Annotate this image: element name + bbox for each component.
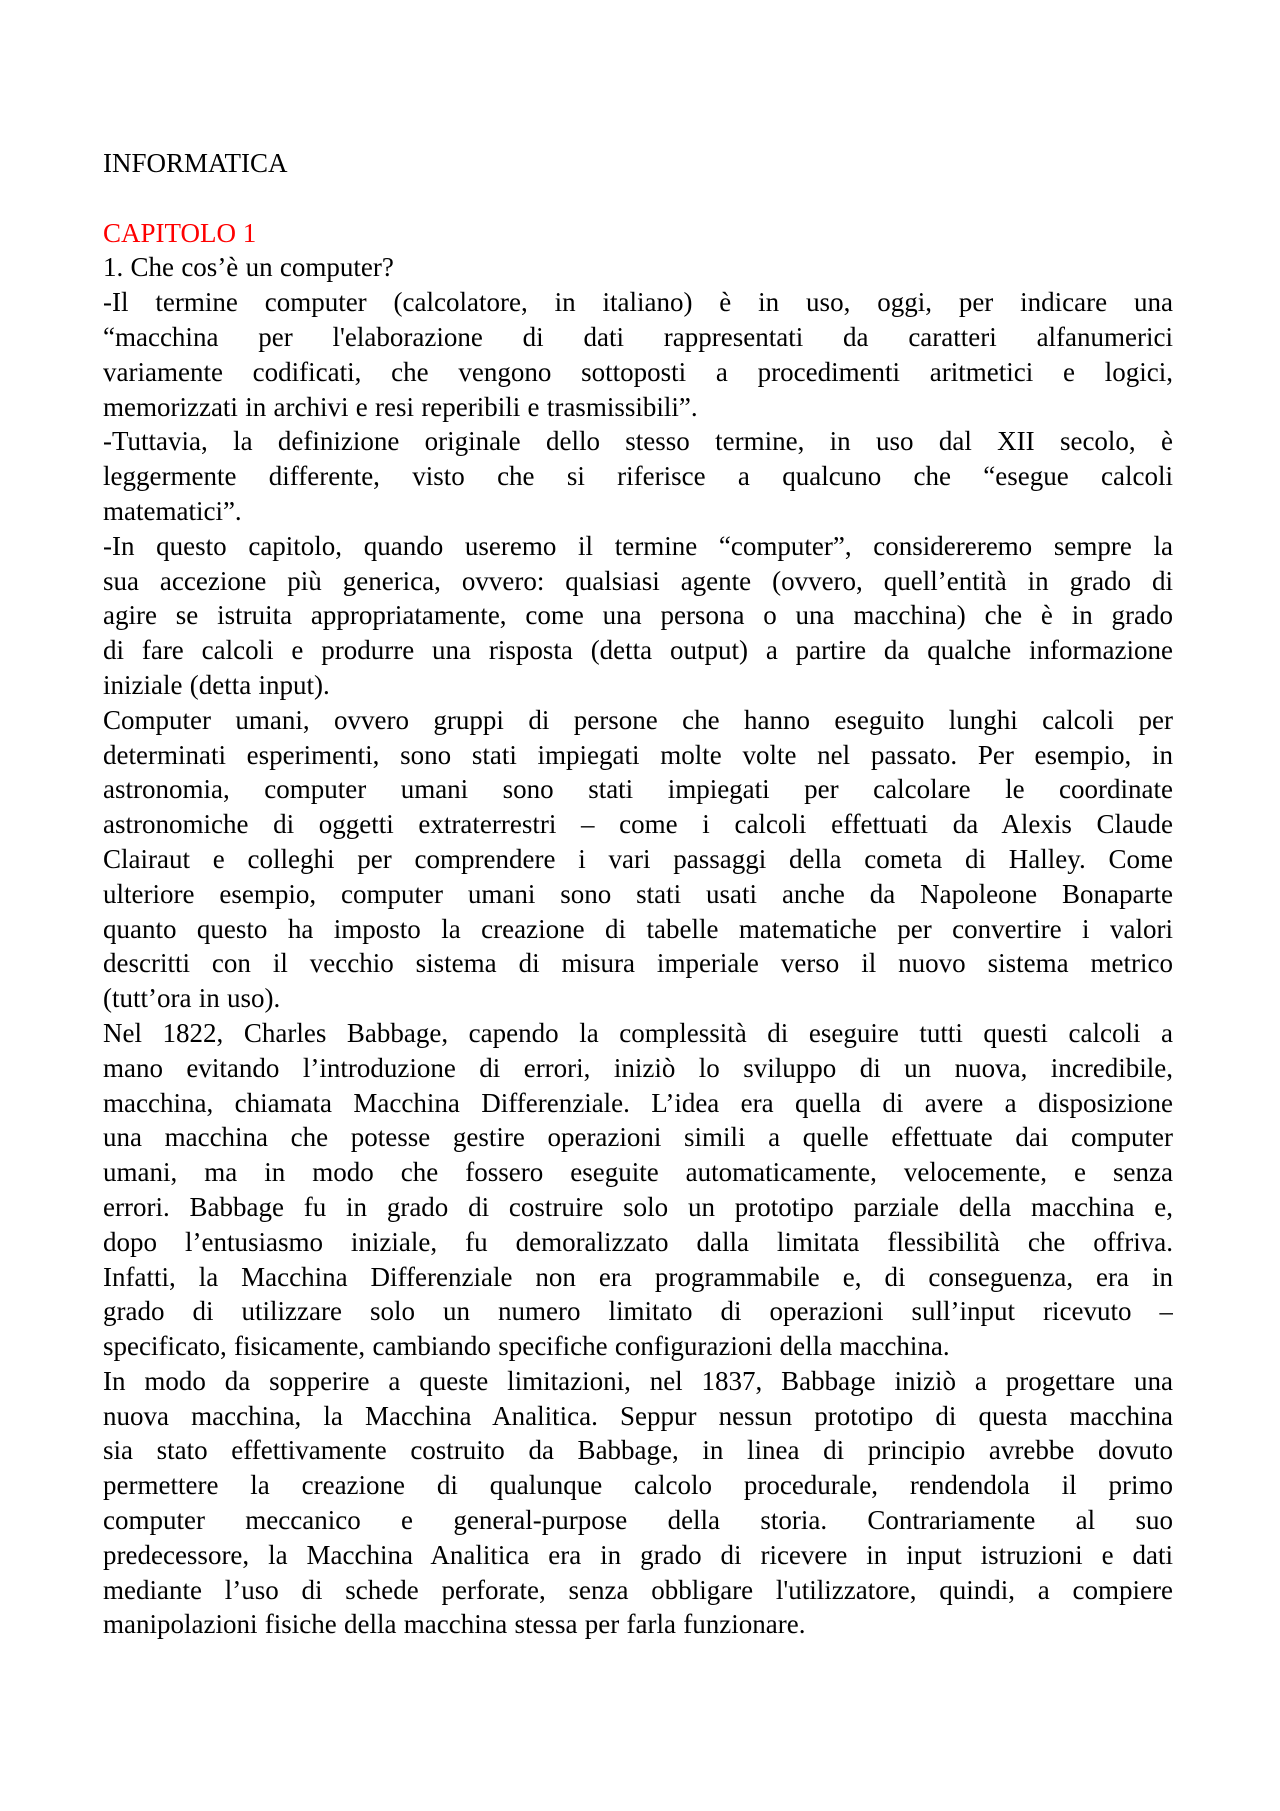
body-line: umani, ma in modo che fossero eseguite automaticamente, velocemente, e senza: [103, 1157, 1173, 1188]
page-title: INFORMATICA: [103, 148, 288, 178]
body-line: Infatti, la Macchina Differenziale non era programmabile e, di conseguenza, era in: [103, 1261, 1173, 1292]
body-line: errori. Babbage fu in grado di costruire solo un prototipo parziale della macchina e,: [103, 1191, 1173, 1222]
body-line: iniziale (detta input).: [103, 669, 330, 700]
body-line: leggermente differente, visto che si riferisce a qualcuno che “esegue calcoli: [103, 461, 1173, 492]
body-line: una macchina che potesse gestire operazioni simili a quelle effettuate dai computer: [103, 1122, 1173, 1153]
body-line: In modo da sopperire a queste limitazioni, nel 1837, Babbage iniziò a progettare una: [103, 1365, 1173, 1396]
body-line: -Tuttavia, la definizione originale dello stesso termine, in uso dal XII secolo, è: [103, 426, 1173, 457]
body-line: predecessore, la Macchina Analitica era in grado di ricevere in input istruzioni e dati: [103, 1539, 1173, 1570]
body-line: ulteriore esempio, computer umani sono stati usati anche da Napoleone Bonaparte: [103, 878, 1173, 909]
body-line: astronomiche di oggetti extraterrestri – come i calcoli effettuati da Alexis Claude: [103, 809, 1173, 840]
body-line: permettere la creazione di qualunque calcolo procedurale, rendendola il primo: [103, 1470, 1173, 1501]
body-line: -Il termine computer (calcolatore, in italiano) è in uso, oggi, per indicare una: [103, 287, 1173, 318]
body-line: astronomia, computer umani sono stati impiegati per calcolare le coordinate: [103, 774, 1173, 805]
chapter-heading: CAPITOLO 1: [103, 217, 257, 248]
body-line: matematici”.: [103, 495, 242, 526]
body-line: mediante l’uso di schede perforate, senza obbligare l'utilizzatore, quindi, a compiere: [103, 1574, 1173, 1605]
body-line: 1. Che cos’è un computer?: [103, 252, 394, 283]
body-line: specificato, fisicamente, cambiando specifiche configurazioni della macchina.: [103, 1331, 950, 1362]
body-line: determinati esperimenti, sono stati impiegati molte volte nel passato. Per esempio, in: [103, 739, 1173, 770]
body-line: sia stato effettivamente costruito da Babbage, in linea di principio avrebbe dovuto: [103, 1435, 1173, 1466]
body-line: descritti con il vecchio sistema di misura imperiale verso il nuovo sistema metrico: [103, 948, 1173, 979]
body-line: computer meccanico e general-purpose della storia. Contrariamente al suo: [103, 1505, 1173, 1536]
body-line: grado di utilizzare solo un numero limitato di operazioni sull’input ricevuto –: [103, 1296, 1173, 1327]
body-line: -In questo capitolo, quando useremo il termine “computer”, considereremo sempre la: [103, 530, 1173, 561]
body-line: di fare calcoli e produrre una risposta (detta output) a partire da qualche informazione: [103, 635, 1173, 666]
body-line: “macchina per l'elaborazione di dati rappresentati da caratteri alfanumerici: [103, 321, 1173, 352]
body-line: sua accezione più generica, ovvero: qualsiasi agente (ovvero, quell’entità in grado di: [103, 565, 1173, 596]
body-line: Clairaut e colleghi per comprendere i vari passaggi della cometa di Halley. Come: [103, 843, 1173, 874]
body-line: Computer umani, ovvero gruppi di persone che hanno eseguito lunghi calcoli per: [103, 704, 1173, 735]
body-line: agire se istruita appropriatamente, come una persona o una macchina) che è in grado: [103, 600, 1173, 631]
body-line: dopo l’entusiasmo iniziale, fu demoralizzato dalla limitata flessibilità che offriva.: [103, 1226, 1173, 1257]
body-line: mano evitando l’introduzione di errori, iniziò lo sviluppo di un nuova, incredibile,: [103, 1052, 1173, 1083]
body-line: macchina, chiamata Macchina Differenziale. L’idea era quella di avere a disposizione: [103, 1087, 1173, 1118]
body-line: variamente codificati, che vengono sottoposti a procedimenti aritmetici e logici,: [103, 356, 1173, 387]
body-line: quanto questo ha imposto la creazione di tabelle matematiche per convertire i valori: [103, 913, 1173, 944]
document-content: [103, 0, 1173, 1642]
body-line: (tutt’ora in uso).: [103, 983, 281, 1014]
body-line: nuova macchina, la Macchina Analitica. Seppur nessun prototipo di questa macchina: [103, 1400, 1173, 1431]
body-line: memorizzati in archivi e resi reperibili e trasmissibili”.: [103, 391, 698, 422]
body-line: Nel 1822, Charles Babbage, capendo la complessità di eseguire tutti questi calcoli a: [103, 1017, 1173, 1048]
document-body: [103, 250, 1173, 1642]
blank-line: [103, 181, 1173, 216]
body-line: manipolazioni fisiche della macchina stessa per farla funzionare.: [103, 1609, 806, 1640]
